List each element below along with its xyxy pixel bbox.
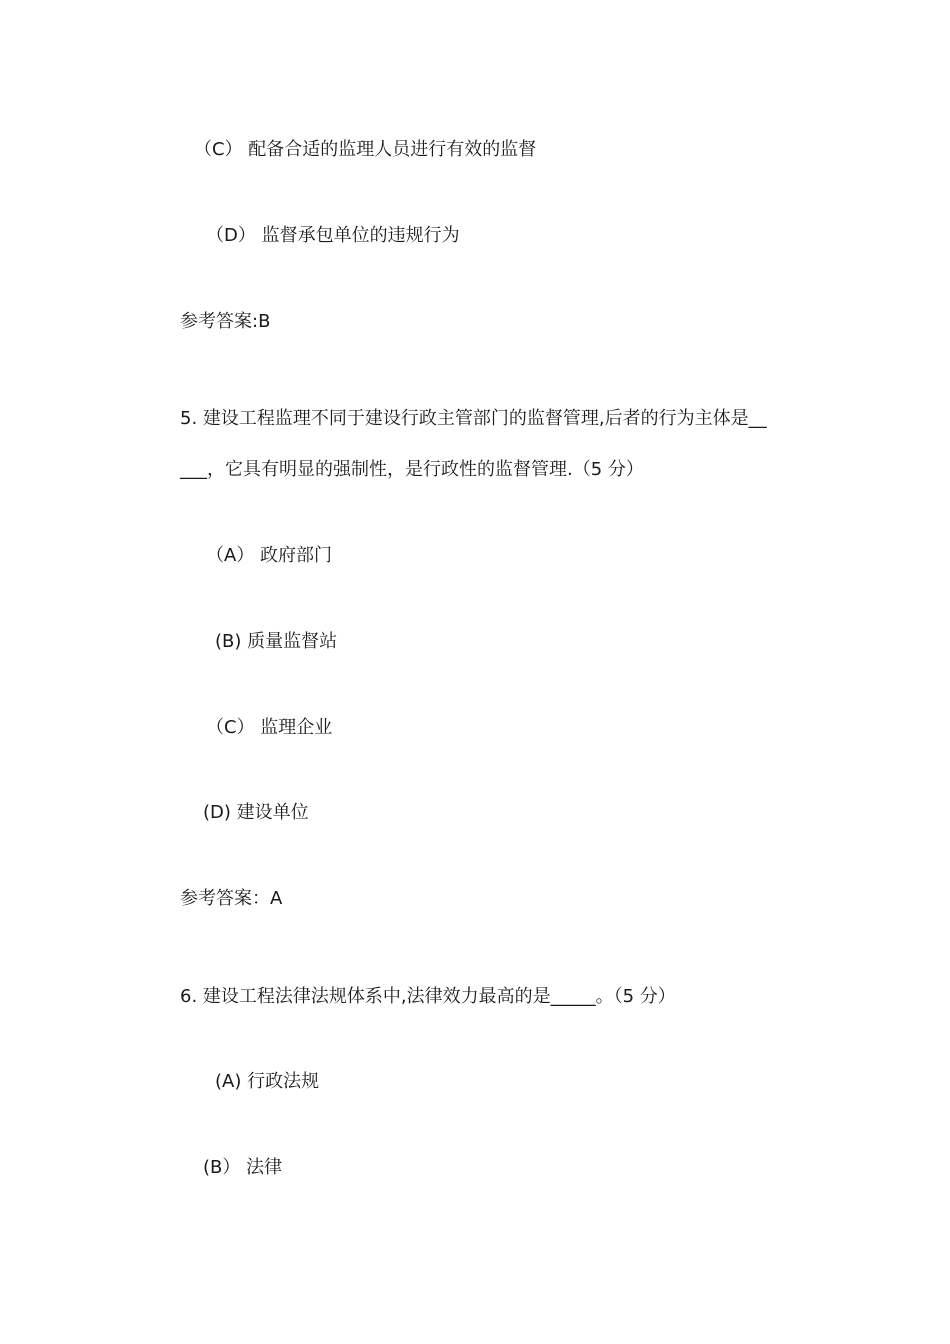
q5-question-line1: 5. 建设工程监理不同于建设行政主管部门的监督管理,后者的行为主体是__ [180,408,767,429]
q5-answer: 参考答案：A [180,888,283,909]
q6-option-b: (B） 法律 [203,1157,283,1178]
q5-option-d: (D) 建设单位 [203,802,309,823]
q5-option-c: （C） 监理企业 [206,717,333,738]
q5-option-b: (B) 质量监督站 [215,631,338,652]
q4-answer: 参考答案:B [180,311,271,332]
q6-question: 6. 建设工程法律法规体系中,法律效力最高的是_____。（5 分） [180,986,676,1007]
q4-option-d: （D） 监督承包单位的违规行为 [206,225,460,246]
q5-question-line2: ___，它具有明显的强制性，是行政性的监督管理.（5 分） [180,459,644,480]
q4-option-c: （C） 配备合适的监理人员进行有效的监督 [194,139,537,160]
q5-option-a: （A） 政府部门 [206,545,333,566]
q6-option-a: (A) 行政法规 [215,1071,320,1092]
